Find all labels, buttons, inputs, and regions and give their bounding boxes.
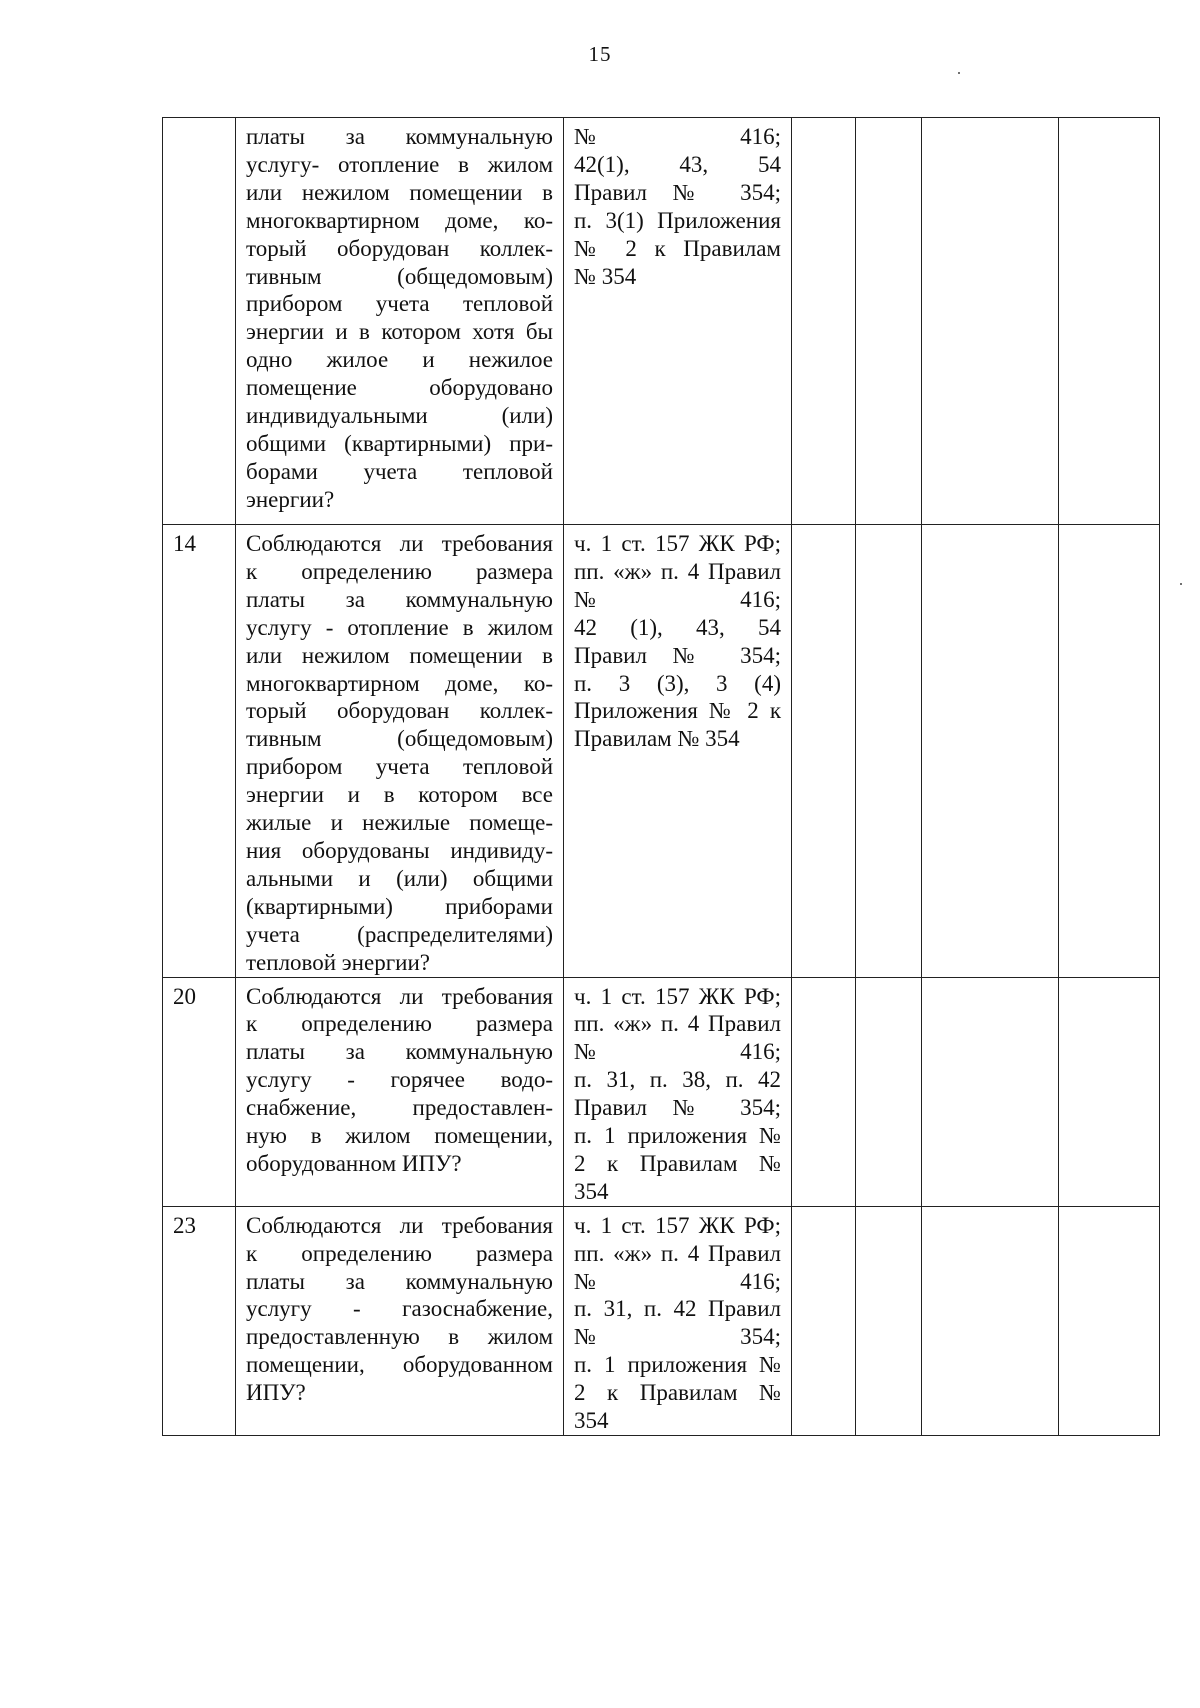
answer-yes-cell bbox=[792, 525, 856, 978]
text-line: 354 bbox=[574, 1408, 609, 1434]
answer-no-cell bbox=[856, 977, 922, 1206]
text-line: услугу - отопление в жилом bbox=[246, 614, 553, 640]
legal-reference-cell bbox=[564, 525, 792, 978]
text-line: тепловой энергии? bbox=[246, 949, 430, 975]
text-line: ч. 1 ст. 157 ЖК РФ; bbox=[574, 531, 781, 556]
text-line: тивным (общедомовым) bbox=[246, 263, 553, 289]
text-line: Соблюдаются ли требования bbox=[246, 1212, 553, 1238]
text-line: к определению размера bbox=[246, 1240, 553, 1266]
text-line: Соблюдаются ли требования bbox=[246, 983, 553, 1009]
text-line: платы за коммунальную bbox=[246, 1039, 553, 1065]
text-line: пп. «ж» п. 4 Правил bbox=[574, 1011, 781, 1037]
text-line: № 354 bbox=[574, 263, 637, 289]
text-line: Правил № 354; bbox=[574, 1095, 781, 1121]
text-line: к определению размера bbox=[246, 558, 553, 584]
text-line: п. 31, п. 42 Правил bbox=[574, 1296, 781, 1322]
scan-speck bbox=[1180, 583, 1182, 585]
text-line: платы за коммунальную bbox=[246, 1268, 553, 1294]
text-line: индивидуальными (или) bbox=[246, 403, 553, 429]
text-line: многоквартирном доме, ко- bbox=[246, 670, 553, 696]
text-line: или нежилом помещении в bbox=[246, 642, 553, 668]
table-row bbox=[163, 1206, 1160, 1435]
question-text bbox=[246, 123, 553, 514]
text-line: 42(1), 43, 54 bbox=[574, 151, 781, 177]
text-line: жилые и нежилые помеще- bbox=[246, 810, 553, 836]
row-number-cell bbox=[163, 1206, 236, 1435]
text-line: пп. «ж» п. 4 Правил bbox=[574, 1240, 781, 1266]
text-line: ную в жилом помещении, bbox=[246, 1123, 553, 1149]
text-line: помещении, оборудованном bbox=[246, 1352, 553, 1378]
answer-no-cell bbox=[856, 118, 922, 525]
answer-yes-cell bbox=[792, 977, 856, 1206]
text-line: торый оборудован коллек- bbox=[246, 698, 553, 724]
legal-reference-text bbox=[574, 123, 781, 290]
answer-na-cell bbox=[922, 977, 1059, 1206]
text-line: прибором учета тепловой bbox=[246, 754, 553, 780]
text-line: 354 bbox=[574, 1178, 609, 1204]
text-line: п. 1 приложения № bbox=[574, 1123, 781, 1149]
text-line: п. 3(1) Приложения bbox=[574, 207, 781, 233]
text-line: тивным (общедомовым) bbox=[246, 726, 553, 752]
checklist-table bbox=[162, 117, 1160, 1436]
text-line: № 416; bbox=[574, 1268, 781, 1294]
answer-no-cell bbox=[856, 525, 922, 978]
table-row bbox=[163, 977, 1160, 1206]
question-cell bbox=[236, 525, 564, 978]
note-cell bbox=[1059, 525, 1160, 978]
table-row bbox=[163, 525, 1160, 978]
legal-reference-text bbox=[574, 530, 781, 753]
text-line: предоставленную в жилом bbox=[246, 1324, 553, 1350]
text-line: многоквартирном доме, ко- bbox=[246, 207, 553, 233]
text-line: пп. «ж» п. 4 Правил bbox=[574, 558, 781, 584]
text-line: № 2 к Правилам bbox=[574, 235, 781, 261]
text-line: Правил № 354; bbox=[574, 642, 781, 668]
text-line: общими (квартирными) при- bbox=[246, 430, 553, 456]
text-line: платы за коммунальную bbox=[246, 124, 553, 149]
text-line: № 354; bbox=[574, 1324, 781, 1350]
row-number: 20 bbox=[173, 983, 196, 1009]
text-line: энергии и в котором хотя бы bbox=[246, 319, 553, 345]
text-line: Соблюдаются ли требования bbox=[246, 531, 553, 556]
text-line: п. 1 приложения № bbox=[574, 1352, 781, 1378]
text-line: прибором учета тепловой bbox=[246, 291, 553, 317]
note-cell bbox=[1059, 118, 1160, 525]
text-line: (квартирными) приборами bbox=[246, 893, 553, 919]
text-line: учета (распределителями) bbox=[246, 921, 553, 947]
text-line: альными и (или) общими bbox=[246, 865, 553, 891]
legal-reference-text bbox=[574, 1212, 781, 1435]
answer-yes-cell bbox=[792, 118, 856, 525]
text-line: № 416; bbox=[574, 586, 781, 612]
question-cell bbox=[236, 1206, 564, 1435]
answer-na-cell bbox=[922, 1206, 1059, 1435]
text-line: ч. 1 ст. 157 ЖК РФ; bbox=[574, 983, 781, 1009]
text-line: к определению размера bbox=[246, 1011, 553, 1037]
legal-reference-text bbox=[574, 983, 781, 1206]
text-line: Приложения № 2 к bbox=[574, 698, 781, 724]
text-line: п. 3 (3), 3 (4) bbox=[574, 670, 781, 696]
note-cell bbox=[1059, 977, 1160, 1206]
legal-reference-cell bbox=[564, 1206, 792, 1435]
row-number: 23 bbox=[173, 1212, 196, 1238]
text-line: услугу - газоснабжение, bbox=[246, 1296, 553, 1322]
text-line: одно жилое и нежилое bbox=[246, 347, 553, 373]
text-line: энергии? bbox=[246, 486, 335, 512]
note-cell bbox=[1059, 1206, 1160, 1435]
text-line: п. 31, п. 38, п. 42 bbox=[574, 1067, 781, 1093]
text-line: № 416; bbox=[574, 1039, 781, 1065]
answer-yes-cell bbox=[792, 1206, 856, 1435]
legal-reference-cell bbox=[564, 977, 792, 1206]
text-line: услугу- отопление в жилом bbox=[246, 151, 553, 177]
text-line: платы за коммунальную bbox=[246, 586, 553, 612]
text-line: 2 к Правилам № bbox=[574, 1150, 781, 1176]
text-line: Правилам № 354 bbox=[574, 726, 740, 752]
question-text bbox=[246, 530, 553, 977]
text-line: ния оборудованы индивиду- bbox=[246, 837, 553, 863]
text-line: энергии и в котором все bbox=[246, 782, 553, 808]
text-line: 42 (1), 43, 54 bbox=[574, 614, 781, 640]
row-number-cell bbox=[163, 525, 236, 978]
row-number: 14 bbox=[173, 531, 196, 556]
text-line: борами учета тепловой bbox=[246, 458, 553, 484]
question-text bbox=[246, 1212, 553, 1407]
text-line: торый оборудован коллек- bbox=[246, 235, 553, 261]
text-line: Правил № 354; bbox=[574, 179, 781, 205]
question-cell bbox=[236, 118, 564, 525]
text-line: помещение оборудовано bbox=[246, 375, 553, 401]
row-number-cell bbox=[163, 118, 236, 525]
row-number-cell bbox=[163, 977, 236, 1206]
text-line: ИПУ? bbox=[246, 1380, 306, 1406]
text-line: № 416; bbox=[574, 124, 781, 149]
legal-reference-cell bbox=[564, 118, 792, 525]
page-number: 15 bbox=[588, 42, 612, 66]
text-line: оборудованном ИПУ? bbox=[246, 1150, 462, 1176]
table-row bbox=[163, 118, 1160, 525]
scan-speck bbox=[958, 72, 960, 74]
question-cell bbox=[236, 977, 564, 1206]
answer-no-cell bbox=[856, 1206, 922, 1435]
text-line: или нежилом помещении в bbox=[246, 179, 553, 205]
answer-na-cell bbox=[922, 118, 1059, 525]
text-line: ч. 1 ст. 157 ЖК РФ; bbox=[574, 1212, 781, 1238]
text-line: 2 к Правилам № bbox=[574, 1380, 781, 1406]
text-line: услугу - горячее водо- bbox=[246, 1067, 553, 1093]
answer-na-cell bbox=[922, 525, 1059, 978]
question-text bbox=[246, 983, 553, 1178]
text-line: снабжение, предоставлен- bbox=[246, 1095, 553, 1121]
